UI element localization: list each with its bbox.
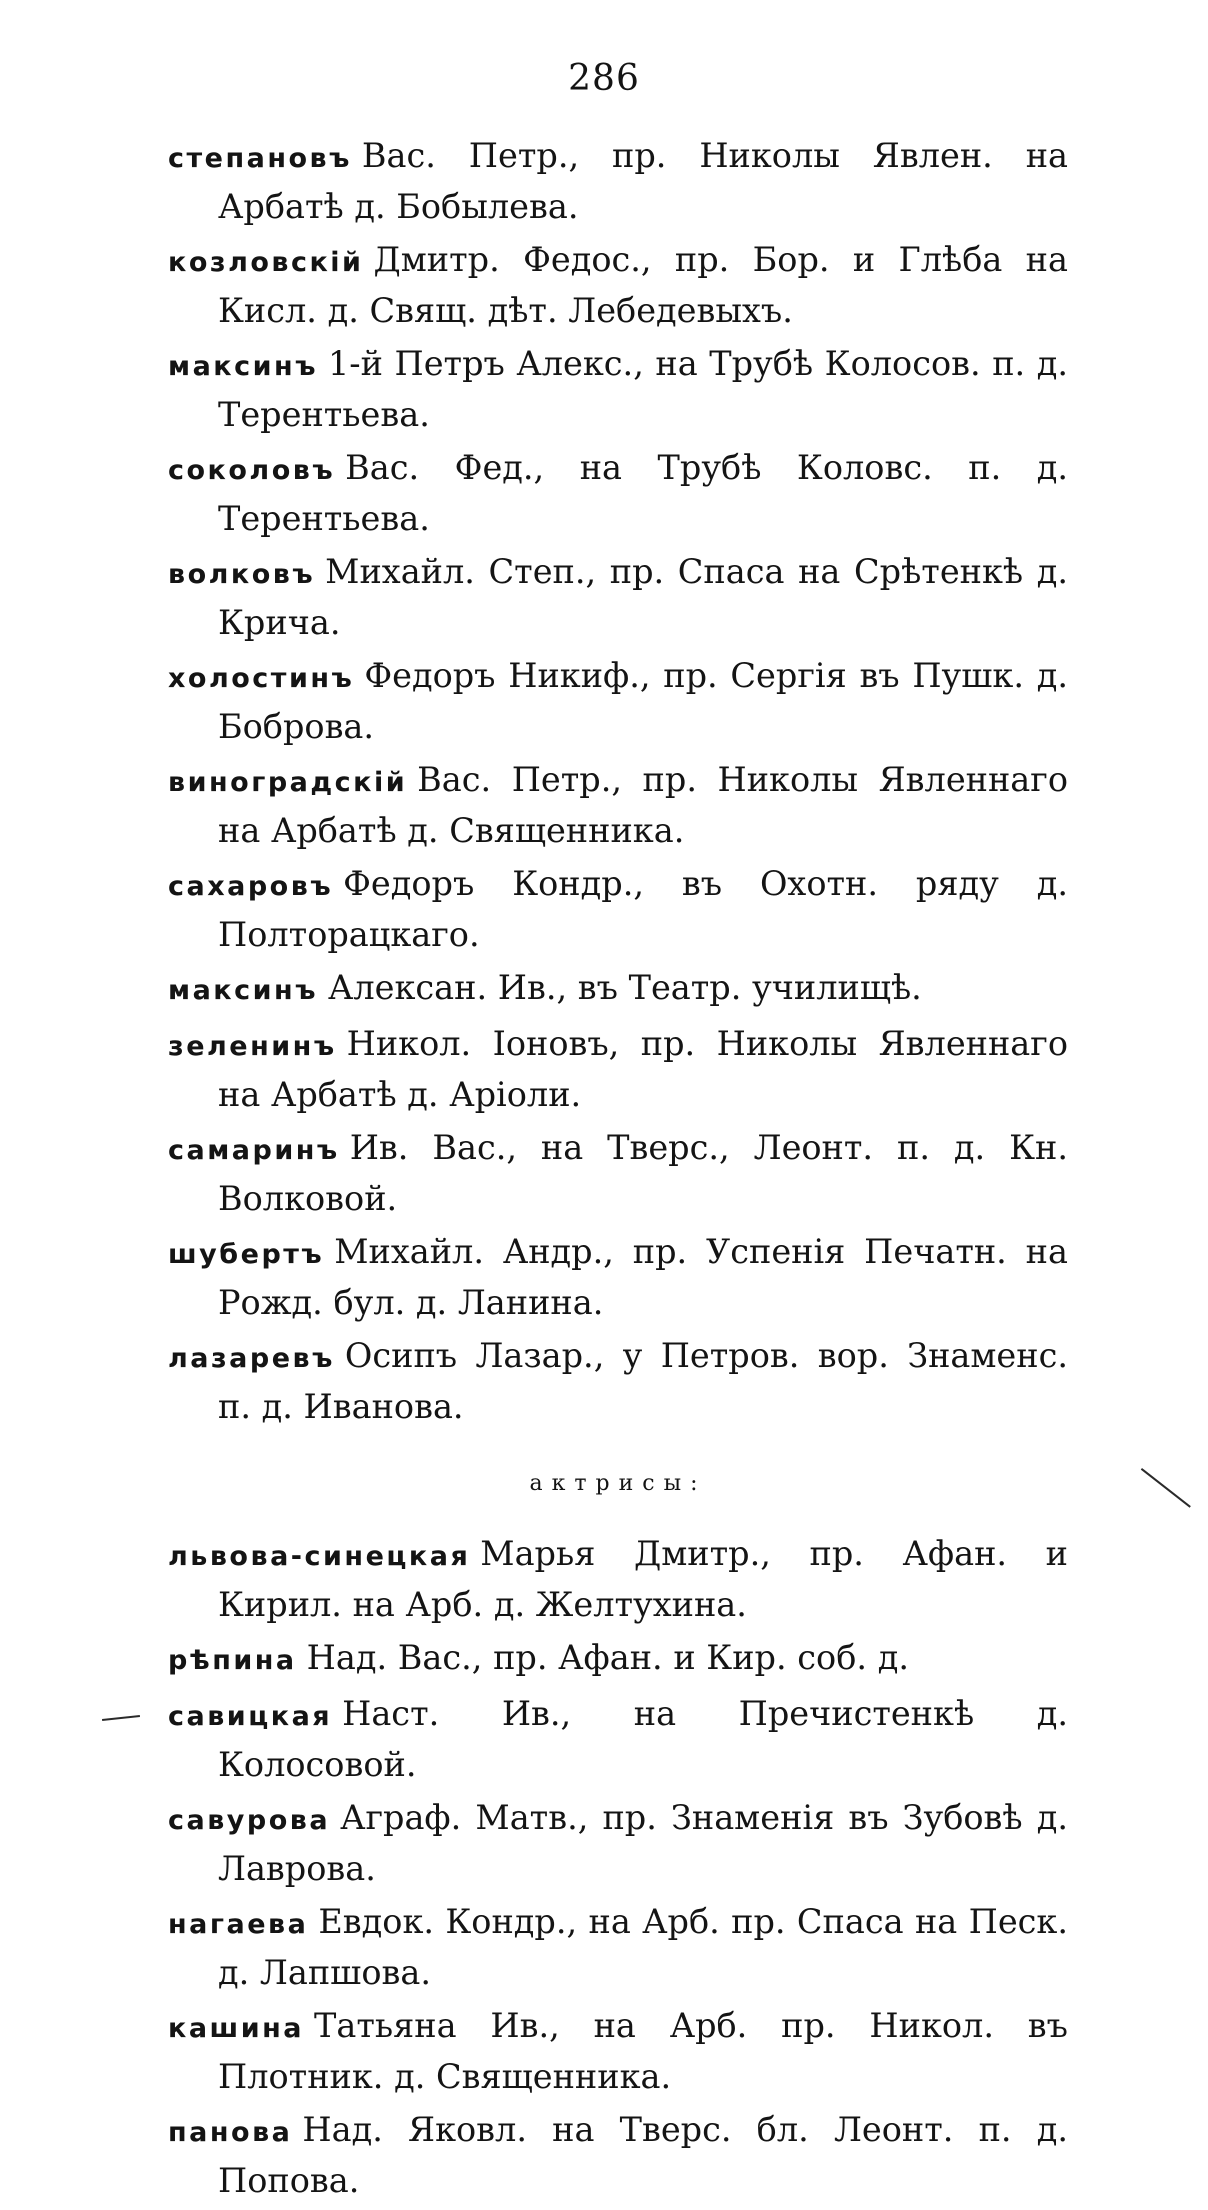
entry-surname: рѣпина bbox=[168, 1645, 297, 1676]
entry-surname: сахаровъ bbox=[168, 871, 334, 902]
entry-surname: лазаревъ bbox=[168, 1343, 335, 1374]
entry-details: Вас. Петр., пр. Николы Явлен. на Арбатѣ д. Бобылева. bbox=[218, 136, 1068, 226]
entry-surname: кашина bbox=[168, 2013, 305, 2044]
list-item bbox=[168, 652, 1068, 751]
entry-surname: савицкая bbox=[168, 1701, 333, 1732]
entry-surname: максинъ bbox=[168, 351, 318, 382]
list-item bbox=[168, 1124, 1068, 1223]
entry-surname: холостинъ bbox=[168, 663, 355, 694]
list-item bbox=[168, 1794, 1068, 1893]
list-item bbox=[168, 1332, 1068, 1431]
list-item bbox=[168, 1020, 1068, 1119]
entry-surname: панова bbox=[168, 2117, 293, 2148]
entry-details: Никол. Іоновъ, пр. Николы Явленнаго на Арбатѣ д. Аріоли. bbox=[218, 1024, 1068, 1114]
entry-details: Вас. Петр., пр. Николы Явленнаго на Арбатѣ д. Священника. bbox=[218, 760, 1068, 850]
entry-details: Осипъ Лазар., у Петров. вор. Знаменс. п. д. Иванова. bbox=[218, 1336, 1068, 1426]
entry-details: Марья Дмитр., пр. Афан. и Кирил. на Арб. д. Желтухина. bbox=[218, 1534, 1068, 1624]
entry-surname: нагаева bbox=[168, 1909, 309, 1940]
entry-details: Над. Вас., пр. Афан. и Кир. соб. д. bbox=[306, 1638, 909, 1677]
entry-surname: степановъ bbox=[168, 143, 352, 174]
list-item bbox=[168, 340, 1068, 439]
entry-surname: зеленинъ bbox=[168, 1031, 337, 1062]
entry-surname: козловскій bbox=[168, 247, 364, 278]
list-item bbox=[168, 548, 1068, 647]
entry-details: Ив. Вас., на Тверс., Леонт. п. д. Кн. Волковой. bbox=[218, 1128, 1068, 1218]
entry-details: Михайл. Степ., пр. Спаса на Срѣтенкѣ д. Крича. bbox=[218, 552, 1068, 642]
entry-details: Аграф. Матв., пр. Знаменія въ Зубовѣ д. Лаврова. bbox=[218, 1798, 1068, 1888]
scan-mark-dash bbox=[102, 1715, 140, 1721]
list-item bbox=[168, 1530, 1068, 1629]
list-item bbox=[168, 2106, 1068, 2205]
list-item bbox=[168, 860, 1068, 959]
entry-surname: максинъ bbox=[168, 975, 318, 1006]
list-item bbox=[168, 236, 1068, 335]
entry-surname: волковъ bbox=[168, 559, 316, 590]
page-number: 286 bbox=[568, 58, 640, 99]
entry-surname: шубертъ bbox=[168, 1239, 325, 1270]
list-item bbox=[168, 132, 1068, 231]
list-item bbox=[168, 2002, 1068, 2101]
entry-details: Наст. Ив., на Пречистенкѣ д. Колосовой. bbox=[218, 1694, 1068, 1784]
list-item bbox=[168, 1690, 1068, 1789]
section-heading: актрисы: bbox=[529, 1471, 707, 1496]
entry-details: Над. Яковл. на Тверс. бл. Леонт. п. д. Попова. bbox=[218, 2110, 1068, 2200]
entry-surname: самаринъ bbox=[168, 1135, 340, 1166]
entry-surname: савурова bbox=[168, 1805, 331, 1836]
scan-mark-stroke bbox=[1141, 1468, 1191, 1508]
entry-details: 1-й Петръ Алекс., на Трубѣ Колосов. п. д. Терентьева. bbox=[218, 344, 1068, 434]
entry-details: Вас. Фед., на Трубѣ Коловс. п. д. Терентьева. bbox=[218, 448, 1068, 538]
list-item bbox=[168, 1898, 1068, 1997]
entry-details: Михайл. Андр., пр. Успенія Печатн. на Рожд. бул. д. Ланина. bbox=[218, 1232, 1068, 1322]
entry-details: Федоръ Никиф., пр. Сергія въ Пушк. д. Боброва. bbox=[218, 656, 1068, 746]
entry-details: Татьяна Ив., на Арб. пр. Никол. въ Плотник. д. Священника. bbox=[218, 2006, 1068, 2096]
entry-surname: львова-синецкая bbox=[168, 1541, 471, 1572]
entry-details: Дмитр. Федос., пр. Бор. и Глѣба на Кисл. д. Свящ. дѣт. Лебедевыхъ. bbox=[218, 240, 1068, 330]
entry-surname: соколовъ bbox=[168, 455, 336, 486]
list-item bbox=[168, 444, 1068, 543]
entry-details: Федоръ Кондр., въ Охотн. ряду д. Полторацкаго. bbox=[218, 864, 1068, 954]
list-item bbox=[168, 1228, 1068, 1327]
entry-details: Евдок. Кондр., на Арб. пр. Спаса на Песк. д. Лапшова. bbox=[218, 1902, 1068, 1992]
list-item bbox=[168, 1634, 1068, 1685]
list-item bbox=[168, 756, 1068, 855]
entry-surname: виноградскій bbox=[168, 767, 408, 798]
entry-details: Алексан. Ив., въ Театр. училищѣ. bbox=[327, 968, 922, 1007]
list-item bbox=[168, 964, 1068, 1015]
actors-list bbox=[168, 132, 1068, 2210]
